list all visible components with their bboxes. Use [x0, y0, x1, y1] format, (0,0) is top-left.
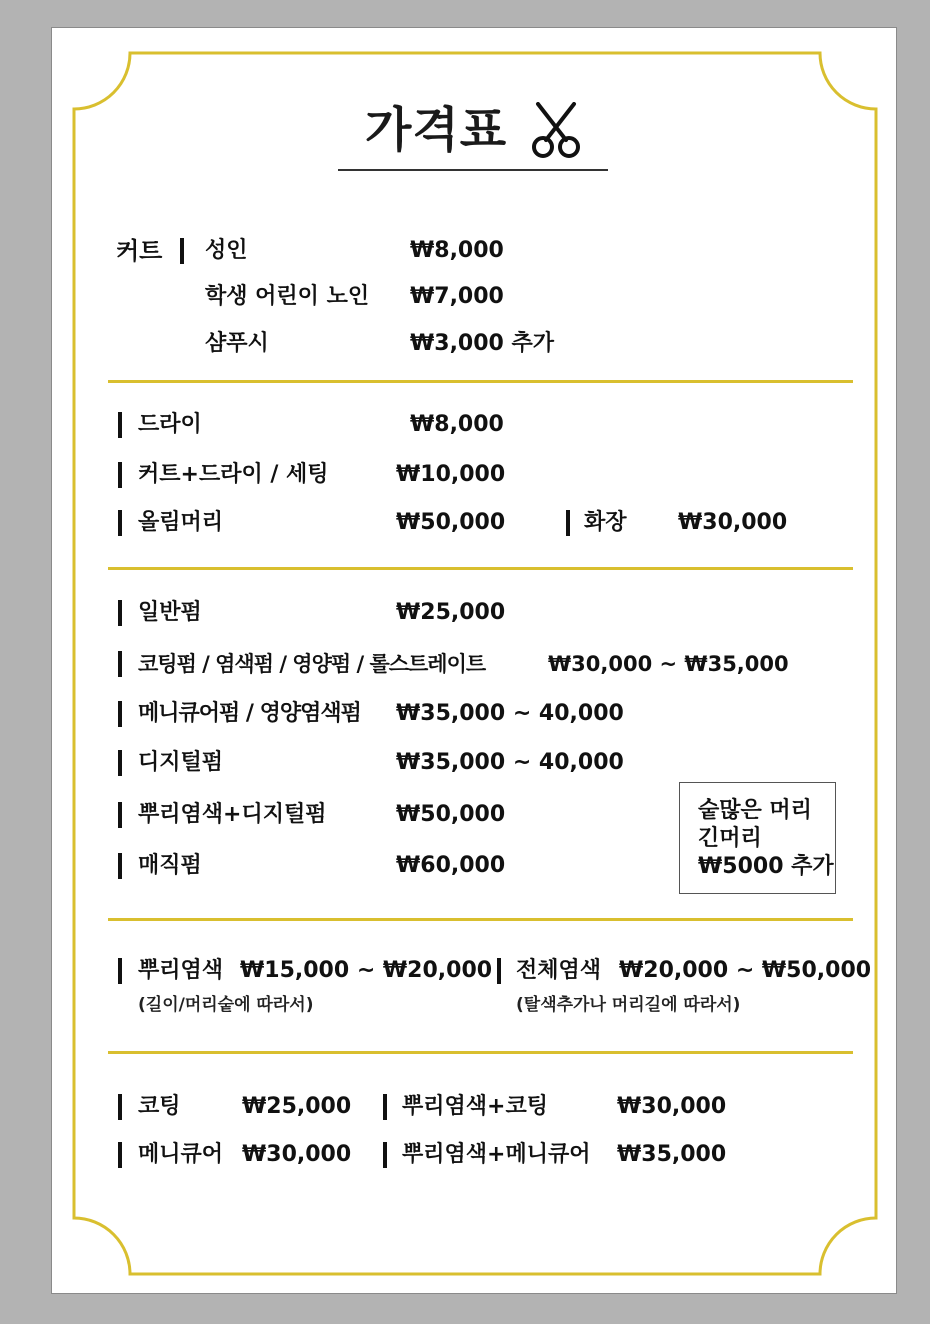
title-underline [338, 169, 608, 171]
service-note: (탈색추가나 머리길에 따라서) [516, 995, 741, 1015]
section-bar [566, 510, 570, 536]
service-price: ₩50,000 [396, 510, 506, 535]
section-bar [118, 462, 122, 488]
section-bar [118, 510, 122, 536]
page-title: 가격표 [365, 102, 508, 158]
service-name: 뿌리염색 [138, 958, 224, 983]
section-bar [118, 958, 122, 984]
service-name: 매직펌 [138, 853, 202, 878]
service-name: 뿌리염색+디지털펌 [138, 802, 327, 827]
service-name: 커트+드라이 / 세팅 [138, 462, 329, 487]
service-name: 코팅펌 / 염색펌 / 영양펌 / 롤스트레이트 [138, 652, 486, 676]
section-divider [108, 567, 853, 570]
service-price: ₩30,000 [617, 1094, 727, 1119]
section-bar [118, 701, 122, 727]
service-price: ₩20,000 ~ ₩50,000 [619, 958, 872, 983]
service-name: 드라이 [138, 412, 202, 437]
section-bar [118, 412, 122, 438]
service-price: ₩7,000 [410, 284, 504, 309]
service-name: 학생 어린이 노인 [205, 284, 370, 309]
section-bar [180, 238, 184, 264]
service-price: ₩30,000 [678, 510, 788, 535]
service-price: ₩15,000 ~ ₩20,000 [240, 958, 493, 983]
note-line: 긴머리 [698, 826, 762, 851]
note-line: 숱많은 머리 [698, 798, 812, 823]
section-bar [383, 1094, 387, 1120]
section-bar [118, 1094, 122, 1120]
service-name: 메니큐어펌 / 영양염색펌 [138, 701, 361, 726]
service-price: ₩8,000 [410, 412, 504, 437]
service-price: ₩50,000 [396, 802, 506, 827]
scissors-icon [530, 102, 582, 160]
section-bar [383, 1142, 387, 1168]
extra-charge-note [679, 782, 836, 894]
service-price: ₩3,000 추가 [410, 331, 555, 356]
service-price: ₩30,000 ~ ₩35,000 [548, 652, 789, 676]
service-name: 성인 [205, 238, 248, 263]
section-divider [108, 380, 853, 383]
section-divider [108, 1051, 853, 1054]
service-price: ₩35,000 ~ 40,000 [396, 750, 624, 775]
service-note: (길이/머리숱에 따라서) [138, 995, 314, 1015]
service-name: 디지털펌 [138, 750, 224, 775]
service-price: ₩35,000 ~ 40,000 [396, 701, 624, 726]
service-name: 코팅 [138, 1094, 181, 1119]
section-bar [118, 1142, 122, 1168]
section-bar [118, 651, 122, 677]
service-name: 화장 [584, 510, 627, 535]
service-name: 올림머리 [138, 510, 224, 535]
section-divider [108, 918, 853, 921]
service-price: ₩30,000 [242, 1142, 352, 1167]
service-price: ₩60,000 [396, 853, 506, 878]
section-bar [118, 853, 122, 879]
service-price: ₩35,000 [617, 1142, 727, 1167]
service-name: 샴푸시 [205, 331, 269, 356]
service-price: ₩10,000 [396, 462, 506, 487]
service-name: 메니큐어 [138, 1142, 224, 1167]
service-name: 전체염색 [516, 958, 602, 983]
note-line: ₩5000 추가 [698, 854, 834, 879]
service-price: ₩25,000 [242, 1094, 352, 1119]
section-bar [118, 600, 122, 626]
service-price: ₩8,000 [410, 238, 504, 263]
service-name: 뿌리염색+메니큐어 [402, 1142, 591, 1167]
section-bar [497, 958, 501, 984]
section-bar [118, 802, 122, 828]
cut-category: 커트 [116, 237, 163, 265]
section-bar [118, 750, 122, 776]
service-price: ₩25,000 [396, 600, 506, 625]
service-name: 일반펌 [138, 600, 202, 625]
service-name: 뿌리염색+코팅 [402, 1094, 548, 1119]
